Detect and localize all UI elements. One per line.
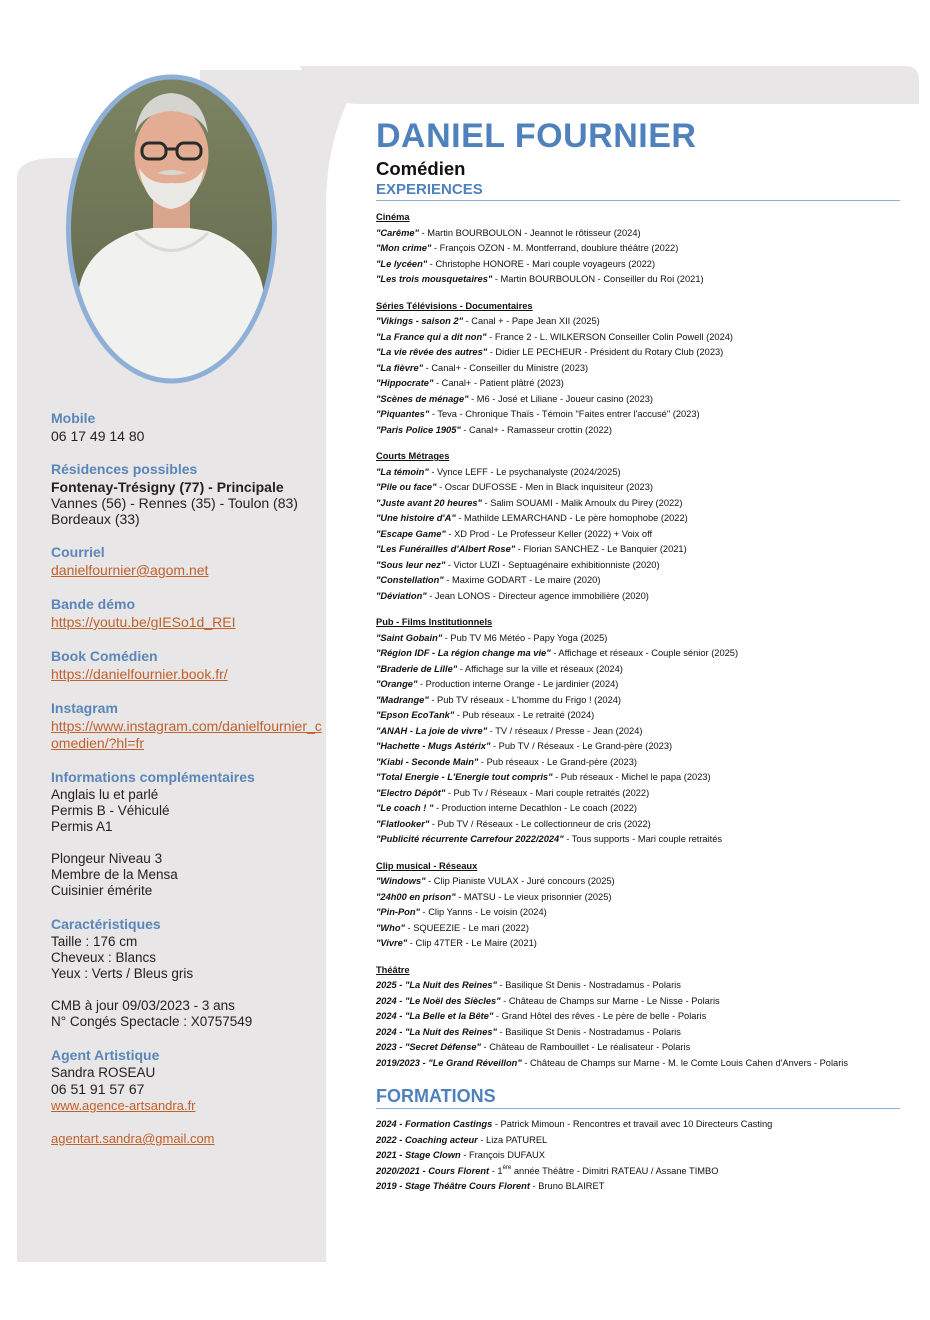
item-detail: - Mathilde LEMARCHAND - Le père homophobe (2022) — [455, 513, 688, 523]
item-detail: - Clip Pianiste VULAX - Juré concours (2025) — [425, 876, 615, 886]
info-line: Permis A1 — [51, 819, 113, 834]
item-detail: - M6 - José et Liliane - Joueur casino (2023) — [468, 393, 654, 404]
item-title: "24h00 en prison" — [376, 891, 456, 902]
item-detail: - SQUEEZIE - Le mari (2022) — [404, 922, 529, 933]
item-detail: - Tous supports - Mari couple retraités — [563, 834, 723, 844]
item-detail: - Pub TV réseaux - L'homme du Frigo ! (2024) — [428, 694, 622, 705]
email-heading: Courriel — [51, 544, 105, 560]
experience-item — [376, 905, 900, 921]
trait-line: CMB à jour 09/03/2023 - 3 ans — [51, 998, 235, 1013]
experience-item — [376, 589, 900, 605]
item-detail: - Canal+ - Patient plâtré (2023) — [433, 378, 564, 388]
item-detail: - Florian SANCHEZ - Le Banquier (2021) — [515, 544, 687, 554]
experience-item — [376, 936, 900, 952]
experience-item — [376, 314, 900, 330]
category-heading: Pub - Films Institutionnels — [376, 617, 493, 627]
experience-item — [376, 693, 900, 709]
formation-item — [376, 1164, 900, 1180]
experience-item — [376, 542, 900, 558]
info-line: Membre de la Mensa — [51, 867, 178, 882]
item-detail: - Victor LUZI - Septuagénaire exhibitionniste (2020) — [445, 559, 660, 570]
experience-item — [376, 921, 900, 937]
item-detail: - Château de Champs sur Marne - Le Nisse - Polaris — [500, 995, 720, 1006]
item-detail: - Teva - Chronique Thaïs - Témoin "Faites entrer l'accusé" (2023) — [429, 409, 700, 419]
item-title: 2019/2023 - "Le Grand Réveillon" — [376, 1057, 522, 1068]
item-title: "Publicité récurrente Carrefour 2022/2024" — [376, 834, 564, 844]
item-detail: - Pub réseaux - Le Grand-père (2023) — [478, 756, 637, 767]
category-heading: Théâtre — [376, 964, 410, 975]
item-detail: - Château de Champs sur Marne - M. le Comte Louis Cahen d'Anvers - Polaris — [521, 1057, 849, 1068]
experience-item — [376, 801, 900, 817]
item-title: 2024 - "La Nuit des Reines" — [376, 1026, 497, 1037]
mobile-section — [51, 410, 336, 444]
formation-item — [376, 1148, 900, 1164]
item-detail: - Basilique St Denis - Nostradamus - Polaris — [496, 980, 681, 990]
mobile-value: 06 17 49 14 80 — [51, 428, 145, 444]
item-detail: - François DUFAUX — [460, 1150, 545, 1160]
mobile-heading: Mobile — [51, 410, 96, 426]
formation-item — [376, 1179, 900, 1195]
item-title: "Total Energie - L'Energie tout compris" — [376, 772, 553, 782]
book-link[interactable]: https://danielfournier.book.fr/ — [51, 666, 228, 682]
item-detail: - Maxime GODART - Le maire (2020) — [443, 575, 601, 585]
item-title: "Flatlooker" — [376, 818, 430, 829]
email-link[interactable]: danielfournier@agom.net — [51, 562, 209, 578]
experience-item — [376, 786, 900, 802]
item-detail: - Basilique St Denis - Nostradamus - Polaris — [496, 1026, 681, 1037]
header-band — [300, 66, 919, 104]
residence-main: Fontenay-Trésigny (77) - Principale — [51, 479, 284, 495]
agent-phone: 06 51 91 57 67 — [51, 1081, 145, 1097]
agent-site-link[interactable]: www.agence-artsandra.fr — [51, 1098, 196, 1113]
experience-item — [376, 257, 900, 273]
demo-heading: Bande démo — [51, 596, 136, 612]
item-detail: - XD Prod - Le Professeur Keller (2022) + Voix off — [445, 528, 653, 539]
experience-item — [376, 890, 900, 906]
item-detail: - Clip 47TER - Le Maire (2021) — [407, 938, 537, 948]
experience-item — [376, 724, 900, 740]
experience-item — [376, 1056, 900, 1072]
trait-line: Yeux : Verts / Bleus gris — [51, 966, 194, 981]
item-detail: - Jean LONOS - Directeur agence immobilière (2020) — [426, 590, 649, 601]
item-title: "Epson EcoTank" — [376, 710, 455, 720]
experience-item — [376, 511, 900, 527]
item-title: 2022 - Coaching acteur — [376, 1134, 478, 1145]
item-detail: - François OZON - M. Montferrand, doublure théâtre (2022) — [431, 243, 679, 253]
item-detail: - Martin BOURBOULON - Conseiller du Roi (2021) — [492, 274, 704, 284]
item-title: "Kiabi - Seconde Main" — [376, 756, 479, 767]
formations-heading: FORMATIONS — [376, 1085, 900, 1109]
item-detail: - Pub TV M6 Météo - Papy Yoga (2025) — [442, 632, 608, 643]
info-line: Permis B - Véhiculé — [51, 803, 170, 818]
experience-item — [376, 1040, 900, 1056]
trait-line: Taille : 176 cm — [51, 934, 138, 949]
item-title: "Orange" — [376, 679, 418, 689]
agent-name: Sandra ROSEAU — [51, 1065, 156, 1080]
residence-line: Bordeaux (33) — [51, 511, 140, 527]
item-title: "Vikings - saison 2" — [376, 316, 464, 326]
experience-item — [376, 770, 900, 786]
item-title: 2023 - "Secret Défense" — [376, 1042, 481, 1052]
experience-item — [376, 527, 900, 543]
item-title: "Vivre" — [376, 938, 408, 948]
experience-item — [376, 407, 900, 423]
formation-item — [376, 1117, 900, 1133]
item-title: "ANAH - La joie de vivre" — [376, 725, 488, 736]
experience-item — [376, 573, 900, 589]
item-title: "Région IDF - La région change ma vie" — [376, 648, 551, 658]
info-heading: Informations complémentaires — [51, 769, 255, 785]
book-heading: Book Comédien — [51, 648, 158, 664]
item-detail: - Pub réseaux - Michel le papa (2023) — [552, 772, 711, 782]
item-title: "La France qui a dit non" — [376, 331, 487, 342]
experience-item — [376, 1025, 900, 1041]
item-title: "Escape Game" — [376, 528, 446, 539]
item-detail: - Salim SOUAMI - Malik Arnoulx du Pirey (2022) — [481, 497, 683, 508]
email-section — [51, 544, 336, 579]
experience-item — [376, 832, 900, 848]
info-section — [51, 769, 336, 899]
item-title: 2024 - Formation Castings — [376, 1119, 493, 1129]
item-title: "Pile ou face" — [376, 482, 437, 492]
item-title: 2024 - "Le Noël des Siècles" — [376, 995, 501, 1006]
demo-section — [51, 596, 336, 631]
experience-item — [376, 241, 900, 257]
trait-line: Cheveux : Blancs — [51, 950, 157, 965]
item-title: "Hippocrate" — [376, 378, 434, 388]
info-line: Cuisinier émérite — [51, 883, 153, 898]
item-detail: - Pub Tv / Réseaux - Mari couple retraités (2022) — [445, 787, 650, 798]
item-detail: - Grand Hôtel des rêves - Le père de belle - Polaris — [493, 1011, 707, 1021]
item-detail: année Théâtre - Dimitri RATEAU / Assane TIMBO — [511, 1165, 719, 1176]
item-detail: - Oscar DUFOSSE - Men in Black inquisiteur (2023) — [436, 482, 653, 492]
category-heading: Clip musical - Réseaux — [376, 860, 478, 871]
trait-line: N° Congés Spectacle : X0757549 — [51, 1014, 253, 1029]
item-title: "Constellation" — [376, 575, 444, 585]
experiences-list — [376, 210, 900, 1071]
experience-item — [376, 465, 900, 481]
item-detail: - Pub TV / Réseaux - Le Grand-père (2023) — [490, 741, 673, 751]
item-title: "La fièvre" — [376, 362, 424, 373]
experience-item — [376, 423, 900, 439]
experience-item — [376, 708, 900, 724]
item-detail: - Production interne Orange - Le jardinier (2024) — [417, 679, 619, 689]
item-title: "Une histoire d'A" — [376, 513, 456, 523]
item-sup: ère — [502, 1164, 512, 1171]
agent-heading: Agent Artistique — [51, 1047, 160, 1063]
sidebar — [51, 410, 336, 1164]
book-section — [51, 648, 336, 683]
item-title: "Déviation" — [376, 590, 427, 601]
main-content — [376, 114, 900, 1195]
item-title: 2025 - "La Nuit des Reines" — [376, 980, 497, 990]
experience-item — [376, 677, 900, 693]
item-title: "Paris Police 1905" — [376, 424, 461, 435]
item-detail: - Canal+ - Conseiller du Ministre (2023) — [423, 362, 589, 373]
item-title: 2024 - "La Belle et la Bête" — [376, 1011, 494, 1021]
experience-item — [376, 755, 900, 771]
experience-item — [376, 226, 900, 242]
instagram-section — [51, 700, 336, 752]
item-title: "Les trois mousquetaires" — [376, 274, 493, 284]
agent-email-link[interactable]: agentart.sandra@gmail.com — [51, 1131, 215, 1146]
demo-link[interactable]: https://youtu.be/gIESo1d_REI — [51, 614, 236, 630]
item-title: 2021 - Stage Clown — [376, 1150, 461, 1160]
experience-item — [376, 631, 900, 647]
experience-item — [376, 376, 900, 392]
info-line: Anglais lu et parlé — [51, 787, 159, 802]
info-line: Plongeur Niveau 3 — [51, 851, 163, 866]
item-title: "Hachette - Mugs Astérix" — [376, 741, 491, 751]
item-title: "Carême" — [376, 227, 419, 238]
role-subtitle: Comédien — [376, 158, 466, 179]
item-title: "Piquantes" — [376, 409, 430, 419]
item-detail: - Pub TV / Réseaux - Le collectionneur de cris (2022) — [429, 818, 651, 829]
item-detail: - France 2 - L. WILKERSON Conseiller Colin Powell (2024) — [486, 331, 734, 342]
traits-section — [51, 916, 336, 1030]
residences-section — [51, 461, 336, 527]
item-detail: - Martin BOURBOULON - Jeannot le rôtisseur (2024) — [418, 227, 641, 238]
category-heading: Cinéma — [376, 212, 410, 222]
item-detail: - Production interne Decathlon - Le coach (2022) — [433, 803, 638, 813]
item-detail: - Bruno BLAIRET — [529, 1181, 605, 1191]
item-detail: - Canal+ - Ramasseur crottin (2022) — [460, 424, 612, 435]
item-title: "Le coach ! " — [376, 803, 434, 813]
experience-item — [376, 1009, 900, 1025]
agent-section — [51, 1047, 336, 1147]
item-title: 2019 - Stage Théâtre Cours Florent — [376, 1181, 530, 1191]
profile-photo — [65, 73, 278, 385]
instagram-link[interactable]: https://www.instagram.com/danielfournier_comedien/?hl=fr — [51, 718, 322, 751]
experience-item — [376, 994, 900, 1010]
item-title: "Le lycéen" — [376, 258, 428, 269]
item-detail: - Canal + - Pape Jean XII (2025) — [463, 316, 600, 326]
item-detail: - Château de Rambouillet - Le réalisateur - Polaris — [480, 1042, 691, 1052]
item-title: "Braderie de Lille" — [376, 663, 458, 674]
page-title: DANIEL FOURNIER — [376, 117, 697, 155]
experience-item — [376, 345, 900, 361]
experience-item — [376, 874, 900, 890]
item-title: "Electro Dépôt" — [376, 787, 446, 798]
item-title: "Windows" — [376, 876, 426, 886]
formations-list — [376, 1117, 900, 1195]
item-title: 2020/2021 - Cours Florent — [376, 1165, 490, 1176]
item-detail: - Clip Yanns - Le voisin (2024) — [419, 907, 547, 917]
experience-item — [376, 392, 900, 408]
item-detail: - MATSU - Le vieux prisonnier (2025) — [455, 891, 612, 902]
experience-item — [376, 646, 900, 662]
item-title: "Les Funérailles d'Albert Rose" — [376, 544, 516, 554]
category-heading: Séries Télévisions - Documentaires — [376, 300, 533, 311]
item-title: "Madrange" — [376, 694, 429, 705]
experience-item — [376, 272, 900, 288]
residences-heading: Résidences possibles — [51, 461, 198, 477]
item-title: "Saint Gobain" — [376, 632, 443, 643]
item-detail: - Affichage et réseaux - Couple sénior (2025) — [550, 648, 739, 658]
experience-item — [376, 817, 900, 833]
item-title: "Who" — [376, 922, 405, 933]
item-detail: - Pub réseaux - Le retraité (2024) — [454, 710, 595, 720]
residence-line: Vannes (56) - Rennes (35) - Toulon (83) — [51, 495, 298, 511]
item-detail: - Christophe HONORE - Mari couple voyageurs (2022) — [427, 258, 656, 269]
item-title: "Juste avant 20 heures" — [376, 497, 482, 508]
category-heading: Courts Métrages — [376, 451, 450, 461]
experiences-heading: EXPERIENCES — [376, 181, 900, 201]
portrait-icon — [65, 73, 278, 385]
item-detail: - Affichage sur la ville et réseaux (2024) — [457, 663, 623, 674]
item-detail: - Vynce LEFF - Le psychanalyste (2024/2025) — [428, 466, 621, 477]
formation-item — [376, 1133, 900, 1149]
item-title: "La témoin" — [376, 466, 429, 477]
instagram-heading: Instagram — [51, 700, 118, 716]
experience-item — [376, 558, 900, 574]
item-title: "Mon crime" — [376, 243, 432, 253]
item-detail: - Patrick Mimoun - Rencontres et travail avec 10 Directeurs Casting — [492, 1119, 773, 1129]
experience-item — [376, 496, 900, 512]
item-detail: - TV / réseaux / Presse - Jean (2024) — [487, 725, 643, 736]
experience-item — [376, 480, 900, 496]
experience-item — [376, 361, 900, 377]
item-detail: - 1 — [489, 1165, 503, 1176]
experience-item — [376, 978, 900, 994]
item-title: "Scènes de ménage" — [376, 393, 469, 404]
experience-item — [376, 662, 900, 678]
experience-item — [376, 330, 900, 346]
item-title: "Sous leur nez" — [376, 559, 446, 570]
item-detail: - Liza PATUREL — [477, 1134, 548, 1145]
item-title: "Pin-Pon" — [376, 907, 420, 917]
traits-heading: Caractéristiques — [51, 916, 161, 932]
item-detail: - Didier LE PECHEUR - Président du Rotary Club (2023) — [487, 347, 724, 357]
experience-item — [376, 739, 900, 755]
item-title: "La vie rêvée des autres" — [376, 347, 488, 357]
